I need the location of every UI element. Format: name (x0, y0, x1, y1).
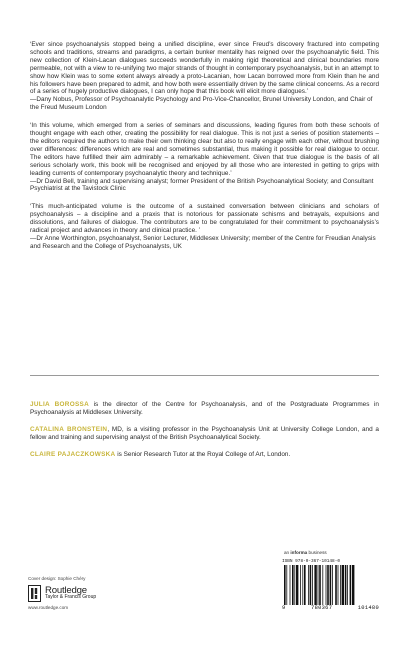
informa-business-label (282, 550, 382, 555)
endorsement-attribution: —Dr Anne Worthington, psychoanalyst, Senior Lecturer, Middlesex University; member of the Centre for Freudian Analysis and Research and the College of Psychoanalysts, UK (30, 234, 376, 250)
barcode-digit-group: 780367 (311, 605, 333, 611)
routledge-logo-icon (28, 585, 41, 602)
endorsement-attribution: —Dany Nobus, Professor of Psychoanalytic Psychology and Pro-Vice-Chancellor, Brunel University London, and Chair of the Freud Museum London (30, 96, 373, 112)
publisher-block (28, 576, 96, 610)
bio-name: CLAIRE PAJACZKOWSKA (30, 451, 116, 458)
bio-name: CATALINA BRONSTEIN (30, 426, 108, 433)
isbn-number: ISBN 978-0-367-10148-0 (282, 559, 340, 564)
endorsement-2 (30, 122, 379, 193)
informa-prefix: an (284, 550, 291, 555)
editor-bios (30, 401, 379, 468)
informa-brand: informa (290, 550, 308, 555)
isbn-barcode (282, 559, 379, 611)
bio-claire-pajaczkowska (30, 451, 379, 459)
bio-text: , MD, is a visiting professor in the Psychoanalysis Unit at University College London, and a fellow and training and supervising analyst of the British Psychoanalytical Society. (30, 426, 379, 441)
informa-suffix: business (307, 550, 327, 555)
endorsement-text: ‘In this volume, which emerged from a series of seminars and discussions, leading figures from both these schools of thought engage with each other, creating the possibility for real dialogue. This is not just a series of position statements – the editors required the authors to make their own thinking clear but also to really engage with each other, without brushing over differences: differences which are real and sometimes substantial, thus making it possible for real dialogue to occur. The editors have fulfilled their aim admirably – a remarkable achievement. Given that true dialogue is the basis of all serious scholarly work, this book will be recognised and enjoyed by all those who are interested in getting to grips with leading currents of contemporary psychoanalytic theory and technique.’ (30, 122, 379, 177)
barcode-digit-group: 9 (282, 605, 286, 611)
endorsements (30, 41, 379, 261)
endorsement-attribution: —Dr David Bell, training and supervising analyst; former President of the British Psychoanalytical Society; and Consultant Psychiatrist at the Tavistock Clinic (30, 177, 374, 193)
endorsement-1 (30, 41, 379, 112)
divider-rule (30, 375, 379, 376)
bio-text: is the director of the Centre for Psychoanalysis, and of the Postgraduate Programmes in Psychoanalysis at Middlesex University. (30, 401, 379, 416)
bio-text: is Senior Research Tutor at the Royal College of Art, London. (115, 451, 291, 458)
barcode-block (282, 550, 382, 611)
bio-name: JULIA BOROSSA (30, 401, 90, 408)
cover-design-credit: Cover design: Sophie Chéry (28, 576, 86, 581)
endorsement-3 (30, 203, 379, 250)
barcode-digit-group: 101480 (357, 605, 379, 611)
endorsement-text: ‘This much-anticipated volume is the outcome of a sustained conversation between clinicians and scholars of psychoanalysis – a discipline and a praxis that is notorious for passionate schisms and betrayals, expulsions and dissolutions, and failures of dialogue. The contributors are to be congratulated for their commitment to psychoanalysis’s radical project and advances in theory and clinical practice. ’ (30, 203, 379, 235)
barcode-digits (282, 605, 379, 611)
publisher-imprint (28, 585, 96, 602)
bio-catalina-bronstein (30, 426, 379, 442)
barcode-icon (282, 565, 379, 605)
bio-julia-borossa (30, 401, 379, 417)
endorsement-text: ‘Ever since psychoanalysis stopped being a unified discipline, ever since Freud’s discovery fractured into competing schools and traditions, streams and paradigms, a certain bunker mentality has reigned over the psychoanalytic field. This new collection of Klein-Lacan dialogues succeeds wonderfully in making rigid theoretical and clinical boundaries more permeable, not with a view to re-unifying two major strands of thought in contemporary psychoanalysis, but in an attempt to show how Klein was to some extent always already a proto-Lacanian, how Lacan borrowed more from Klein than he and his followers have been prepared to admit, and how both were essentially driven by the same clinical concerns. As a record of a series of hugely productive dialogues, I can only hope that this book will elicit more dialogues.’ (30, 41, 379, 96)
publisher-name: Routledge (45, 584, 87, 596)
publisher-group: Taylor & Francis Group (45, 593, 97, 600)
publisher-text (45, 584, 97, 601)
publisher-website[interactable]: www.routledge.com (28, 605, 69, 610)
